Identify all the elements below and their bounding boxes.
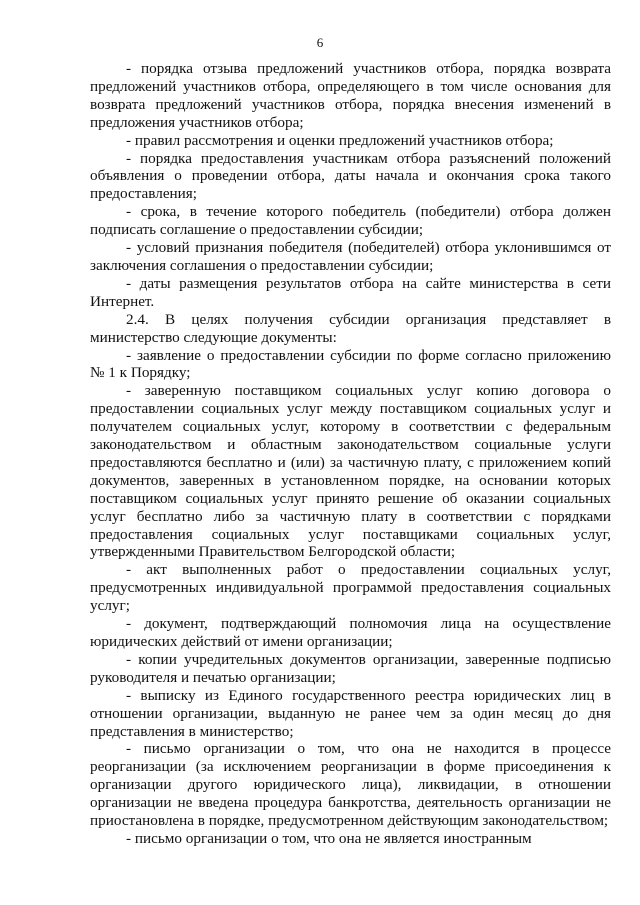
paragraph-reorganization-letter: - письмо организации о том, что она не находится в процессе реорганизации (за исключением реорганизации в форме присоединения к организации другого юридического лица), ликвидации, в отношении организации не введена процедура банкротства, деятельность организации не приостановлена в порядке, предусмотренном действующим законодательством; — [90, 740, 611, 830]
paragraph-founding-documents: - копии учредительных документов организации, заверенные подписью руководителя и печатью организации; — [90, 650, 611, 686]
paragraph-work-act: - акт выполненных работ о предоставлении социальных услуг, предусмотренных индивидуальной программой предоставления социальных услуг; — [90, 561, 611, 615]
paragraph-clarifications: - порядка предоставления участникам отбора разъяснений положений объявления о проведении отбора, даты начала и окончания срока такого предоставления; — [90, 149, 611, 203]
paragraph-section-2-4: 2.4. В целях получения субсидии организация представляет в министерство следующие документы: — [90, 310, 611, 346]
paragraph-application: - заявление о предоставлении субсидии по форме согласно приложению № 1 к Порядку; — [90, 346, 611, 382]
paragraph-signing-deadline: - срока, в течение которого победитель (победители) отбора должен подписать соглашение о предоставлении субсидии; — [90, 203, 611, 239]
document-body — [90, 60, 611, 848]
paragraph-foreign-entity-letter: - письмо организации о том, что она не является иностранным — [126, 829, 532, 847]
paragraph-review-rules: - правил рассмотрения и оценки предложений участников отбора; — [126, 131, 554, 149]
page-number: 6 — [316, 35, 324, 50]
paragraph-proposal-withdrawal: - порядка отзыва предложений участников отбора, порядка возврата предложений участников отбора, определяющего в том числе основания для возврата предложений участников отбора, порядка внесения изменений в предложения участников отбора; — [90, 60, 611, 131]
paragraph-contract-copy: - заверенную поставщиком социальных услуг копию договора о предоставлении социальных услуг между поставщиком социальных услуг и получателем социальных услуг, которому в соответствии с федеральным законодательством и областным законодательством социальные услуги предоставляются бесплатно и (или) за частичную плату, с приложением копий документов, заверенных в установленном порядке, на основании которых поставщиком социальных услуг принято решение об оказании социальных услуг бесплатно либо за частичную плату в соответствии с порядками предоставления социальных услуг поставщиками социальных услуг, утвержденными Правительством Белгородской области; — [90, 382, 611, 561]
paragraph-results-date: - даты размещения результатов отбора на сайте министерства в сети Интернет. — [90, 274, 611, 310]
paragraph-authority-document: - документ, подтверждающий полномочия лица на осуществление юридических действий от имени организации; — [90, 615, 611, 650]
paragraph-evasion-conditions: - условий признания победителя (победителей) отбора уклонившимся от заключения соглашения о предоставлении субсидии; — [90, 239, 611, 274]
paragraph-registry-extract: - выписку из Единого государственного реестра юридических лиц в отношении организации, выданную не ранее чем за один месяц до дня представления в министерство; — [90, 686, 611, 740]
